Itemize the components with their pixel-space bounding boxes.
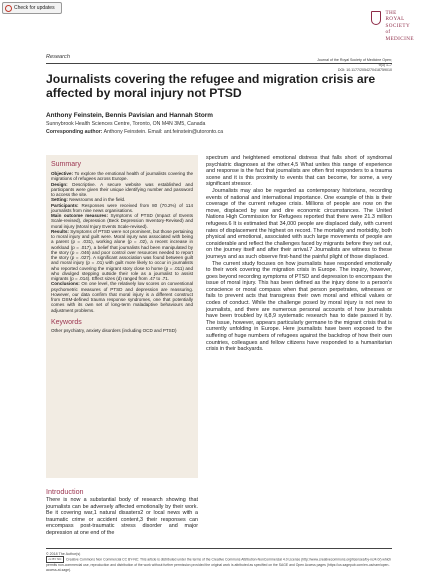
summary-conclusions: Conclusions: On one level, the relatively low scores on conventional psychometric measures of PTSD and depression are reassuring. However, our data confirm that moral injury is a different construct from DSM-defined trauma response syndromes, one that potentially comes with its own set of long-term maladaptive behaviours and adjustment problems. (51, 281, 193, 313)
summary-participants: Participants: Responses were received from 80 (70.2%) of 114 journalists from nine news organisations. (51, 202, 194, 213)
affiliation: Sunnybrook Health Sciences Centre, Toronto, ON M4N 3M5, Canada (46, 121, 206, 127)
journal-meta (317, 58, 392, 72)
logo-line-2: ROYAL (385, 16, 405, 23)
check-for-updates-badge[interactable] (2, 2, 62, 14)
cc-license-icon: cc BY NC (46, 556, 64, 563)
license-text: Creative Commons Non Commercial CC BY-NC: This article is distributed under the terms of the Creative Commons Attribution-NonCommercial 4.0 License (http://www.creativecommons.org/licenses/by-nc/4.0/) which permits non-commercial use, reproduction and distribution of the work without further permission provided the original work is attributed as specified on the SAGE and Open Access pages (https://us.sagepub.com/en-us/nam/open-access-at-sage). (46, 557, 392, 572)
shield-icon (371, 11, 381, 25)
summary-objective: Objective: To explore the emotional health of journalists covering the migrations of refugees across Europe. (51, 171, 193, 182)
introduction-heading: Introduction (46, 487, 84, 496)
copyright: © 2018 The Author(s) (46, 552, 81, 556)
journal-volume: 9(3) 1–7 (378, 62, 392, 67)
corresponding-label: Corresponding author: (46, 129, 103, 135)
logo-line-3: SOCIETY (385, 22, 411, 29)
corresponding-text[interactable]: Anthony Feinstein. Email: ant.feinstein@utoronto.ca (103, 129, 224, 135)
footer-rule (46, 548, 392, 549)
journal-name: Journal of the Royal Society of Medicine Open; (317, 58, 392, 62)
summary-outcome-measures: Main outcome measures: Symptoms of PTSD (Impact of Events Scale-revised), depression (Beck Depression Inventory-Revised) and moral injury (Moral Injury Events Scale-revised). (51, 213, 194, 229)
logo-line-1: THE (385, 10, 397, 16)
summary-results: Results: Symptoms of PTSD were not prominent, but those pertaining to moral injury and guilt were. Moral injury was associated with being a parent (p = .031), working alone (p = .02), a recent increase in workload (p = .017), a belief that journalists had been manipulated by the story (p = .046) and poor control over resources needed to report the story (p = .027). A significant association was found between guilt and moral injury (p = .01) with guilt more likely to occur in journalists who reported covering the migrant story close to home (p = .011) and who divulged stepping outside their role as a journalist to assist migrants (p = .014). Effect sizes (d) ranged from .47 to .71. (51, 228, 194, 281)
summary-design: Design: Descriptive. A secure website was established and participants were given their unique identifying number and password to access the site. (51, 181, 193, 197)
body-paragraph: Journalists may also be regarded as contemporary historians, recording events of national and international importance. One example of this is their coverage of the current refugee crisis. Millions of people are now on the move, displaced by war and dire economic circumstances. The United Nations High Commission for Refugees reported that there were 21.3 million refugees.6 It is estimated that 34,000 people are displaced daily, with current rates of displacement the highest on record. The mortality and morbidity, both physical and emotional, associated with such large movements of people are considerable and reflect the challenges faced by migrants before they set out, on the journey itself and after their arrival.7 Journalists are witness to these journeys and as such observe first-hand the painful plight of those displaced. (206, 187, 392, 260)
introduction-paragraph: There is now a substantial body of research showing that journalists can be adversely affected emotionally by their work. Be it covering war,1 natural disasters2 or local news with a traumatic crime or accident content,3 their responses can encompass post-traumatic stress disorder and major depression at one end of the (46, 497, 198, 536)
body-paragraph: spectrum and heightened emotional distress that falls short of syndromal psychiatric diagnoses at the other.4,5 What unites this range of experience and response is the fact that journalists are often first responders to a trauma scene and it is this proximity to events that can become, for some, a very significant stressor. (206, 155, 392, 188)
summary-heading: Summary (51, 161, 81, 168)
logo-line-4: of (385, 29, 391, 36)
keywords-heading: Keywords (51, 318, 82, 326)
right-column (206, 155, 392, 353)
journal-logo (385, 10, 414, 42)
check-updates-icon (5, 5, 12, 12)
logo-line-5: MEDICINE (385, 35, 414, 42)
summary-setting: Setting: Newsrooms and in the field. (51, 197, 126, 203)
keywords-text: Other psychiatry, anxiety disorders (including OCD and PTSD) (51, 327, 177, 333)
author-list: Anthony Feinstein, Bennis Pavisian and Hannah Storm (46, 112, 213, 119)
check-for-updates-label: Check for updates (14, 5, 55, 11)
summary-box (46, 155, 198, 478)
section-label: Research (46, 54, 70, 60)
body-paragraph: The current study focuses on how journalists have responded emotionally to their work covering the migration crisis in Europe. The inquiry, however, goes beyond recording symptoms of PTSD and depression to encompass the issue of moral injury. This has been defined as the injury done to a person's conscience or moral compass when that person perpetrates, witnesses or fails to prevent acts that transgress their own moral and ethical values or codes of conduct. While the challenge posed by moral injury is not new to journalists, and there are numerous personal accounts of how journalists have been troubled by it,8,9 systematic research has to date passed it by. The issue, however, appears particularly germane to the migrant crisis that is currently unfolding in Europe. Here journalists have been exposed to the suffering of huge numbers of refugees against the backdrop of how their own countries, colleagues and fellow citizens have responded to a humanitarian crisis in their backyards. (206, 260, 392, 353)
corresponding-author (46, 129, 223, 135)
doi-link[interactable]: DOI: 10.1177/2054270418759010 (337, 67, 392, 72)
article-title: Journalists covering the refugee and migration crisis are affected by moral injury not PTSD (46, 72, 376, 101)
license-footer (46, 552, 392, 572)
